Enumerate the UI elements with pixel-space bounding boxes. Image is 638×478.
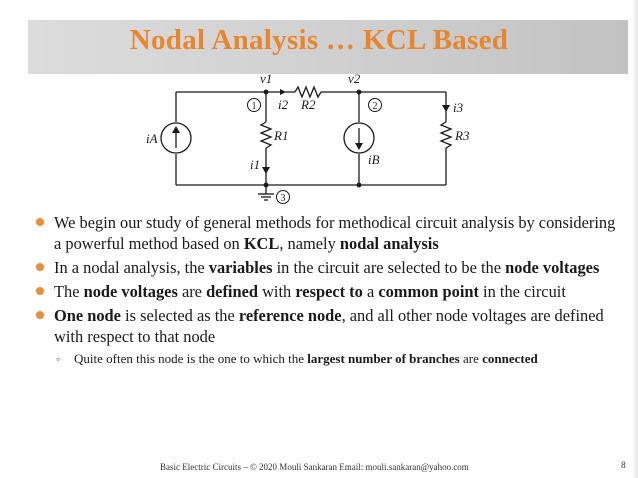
bold-text-segment: node voltages [83, 282, 178, 301]
slide-title: Nodal Analysis … KCL Based [129, 24, 509, 56]
bullet-text [54, 213, 615, 253]
text-segment: Quite often this node is the one to which the [74, 351, 308, 366]
text-segment: in the circuit [478, 282, 566, 301]
label-v2: v2 [348, 71, 361, 86]
text-segment: , and all other node voltages are defined with respect to that node [54, 306, 604, 346]
text-segment: in the circuit are selected to be the [272, 258, 506, 277]
text-segment: are [459, 351, 483, 366]
sub-bullet-text [74, 351, 538, 366]
page-number: 8 [621, 461, 626, 471]
text-segment: is selected as the [120, 306, 239, 325]
node-dot-2 [357, 90, 362, 95]
node-2-number: 2 [372, 101, 378, 112]
label-i2: i2 [278, 97, 289, 112]
label-i3: i3 [453, 100, 464, 115]
resistor-r1 [261, 122, 271, 148]
label-i1: i1 [250, 157, 261, 172]
circuit-diagram [146, 70, 490, 212]
label-r2: R2 [301, 97, 316, 112]
text-segment: with [257, 282, 296, 301]
bullet-list [34, 212, 616, 368]
bullet-item [34, 212, 616, 254]
i1-arrow [262, 167, 270, 174]
bold-text-segment: nodal analysis [339, 234, 439, 253]
bullet-dot-icon [36, 263, 44, 271]
bullet-dot-icon [36, 311, 44, 319]
text-segment: a [362, 282, 379, 301]
i3-arrow [442, 105, 450, 112]
bullet-item [34, 257, 616, 278]
node-3-number: 3 [280, 193, 286, 204]
bold-text-segment: One node [54, 306, 121, 325]
bullet-text [54, 306, 604, 346]
bold-text-segment: node voltages [505, 258, 600, 277]
slide-edge-shadow [632, 0, 638, 478]
label-v1: v1 [260, 71, 273, 86]
ia-arrow [172, 126, 180, 133]
label-ib: iB [368, 152, 380, 167]
bold-text-segment: common point [378, 282, 479, 301]
text-segment: are [177, 282, 207, 301]
text-segment: The [54, 282, 84, 301]
ib-arrow [355, 143, 363, 150]
node-dot-4 [357, 183, 362, 188]
bold-text-segment: variables [208, 258, 273, 277]
text-segment: We begin our study of general methods for methodical circuit analysis by considering a powerful method based on [54, 213, 616, 253]
bold-text-segment: largest number of branches [307, 351, 460, 366]
bold-text-segment: respect to [295, 282, 363, 301]
bullet-dot-icon [36, 287, 44, 295]
node-dot-3 [264, 183, 269, 188]
bullet-item [34, 305, 616, 347]
bullet-text [54, 282, 566, 301]
node-1-number: 1 [251, 101, 257, 112]
bullet-item [34, 281, 616, 302]
text-segment: , namely [279, 234, 340, 253]
sub-bullet-ring-icon: ◦ [56, 352, 61, 366]
bullet-dot-icon [36, 218, 44, 226]
resistor-r2 [295, 87, 321, 97]
label-r1: R1 [274, 128, 289, 143]
bold-text-segment: KCL [243, 234, 280, 253]
resistor-r3 [441, 122, 451, 148]
sub-bullet-item [34, 350, 616, 368]
footer-text: Basic Electric Circuits – © 2020 Mouli Sankaran Email: mouli.sankaran@yahoo.com [160, 462, 469, 472]
bullet-text [54, 258, 599, 277]
label-r3: R3 [455, 128, 470, 143]
text-segment: In a nodal analysis, the [54, 258, 209, 277]
bold-text-segment: connected [482, 351, 538, 366]
node-dot-1 [264, 90, 269, 95]
i2-arrow [280, 89, 286, 95]
label-ia: iA [146, 131, 158, 146]
ground-icon [258, 194, 274, 200]
bold-text-segment: reference node [238, 306, 342, 325]
bold-text-segment: defined [206, 282, 258, 301]
